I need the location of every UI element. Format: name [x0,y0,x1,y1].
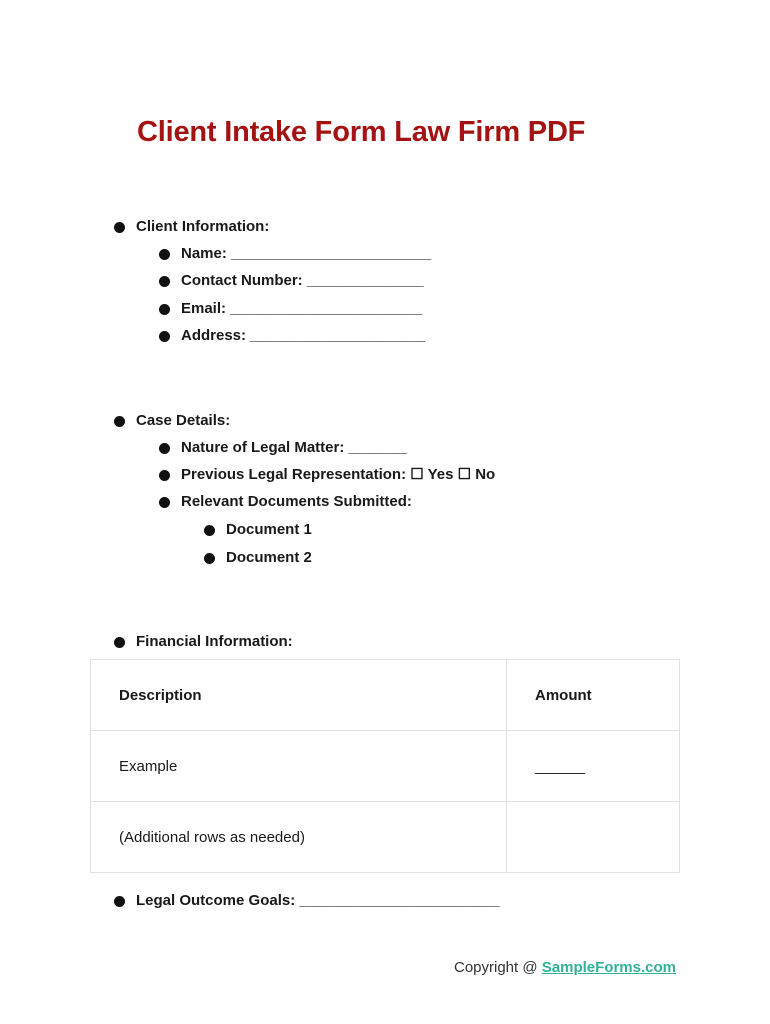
bullet-icon [159,470,170,481]
copyright-footer [454,959,676,976]
case-details-heading-text: Case Details: [136,412,231,429]
list-item [181,493,412,511]
bullet-icon [114,222,125,233]
column-header-description: Description [91,660,507,731]
list-item [181,466,495,484]
bullet-icon [114,896,125,907]
table-cell-amount [507,802,680,873]
table-row [91,731,680,802]
document-item: Document 1 [226,521,312,538]
address-field-label: Address: _____________________ [181,327,426,344]
list-item [181,439,407,457]
bullet-icon [159,249,170,260]
bullet-icon [204,525,215,536]
contact-number-field-label: Contact Number: ______________ [181,272,424,289]
goals-field-label: Legal Outcome Goals: ________________________ [136,892,500,909]
list-item [181,245,431,263]
bullet-icon [159,443,170,454]
table-cell-description: Example [91,731,507,802]
brand-link[interactable]: SampleForms.com [541,959,676,976]
table-header-row [91,660,680,731]
financial-table [90,659,680,873]
bullet-icon [159,331,170,342]
financial-info-heading [136,633,293,651]
table-row [91,802,680,873]
email-field-label: Email: _______________________ [181,300,423,317]
list-item [181,300,422,318]
list-item [181,272,424,290]
case-details-heading [136,412,230,430]
copyright-prefix: Copyright @ [454,959,542,976]
table-cell-description: (Additional rows as needed) [91,802,507,873]
bullet-icon [159,497,170,508]
column-header-amount: Amount [507,660,680,731]
list-item [226,549,312,567]
goals-item [136,892,500,910]
previous-representation-field-label: Previous Legal Representation: ☐ Yes ☐ No [181,466,496,483]
client-info-heading [136,218,269,236]
bullet-icon [114,416,125,427]
name-field-label: Name: ________________________ [181,245,432,262]
page-title: Client Intake Form Law Firm PDF [137,116,586,148]
bullet-icon [204,553,215,564]
document-item: Document 2 [226,549,312,566]
legal-matter-field-label: Nature of Legal Matter: _______ [181,439,407,456]
list-item [226,521,312,539]
client-info-heading-text: Client Information: [136,218,270,235]
bullet-icon [159,304,170,315]
bullet-icon [159,276,170,287]
documents-submitted-label: Relevant Documents Submitted: [181,493,412,510]
bullet-icon [114,637,125,648]
financial-info-heading-text: Financial Information: [136,633,293,650]
list-item [181,327,425,345]
table-cell-amount: ______ [507,731,680,802]
